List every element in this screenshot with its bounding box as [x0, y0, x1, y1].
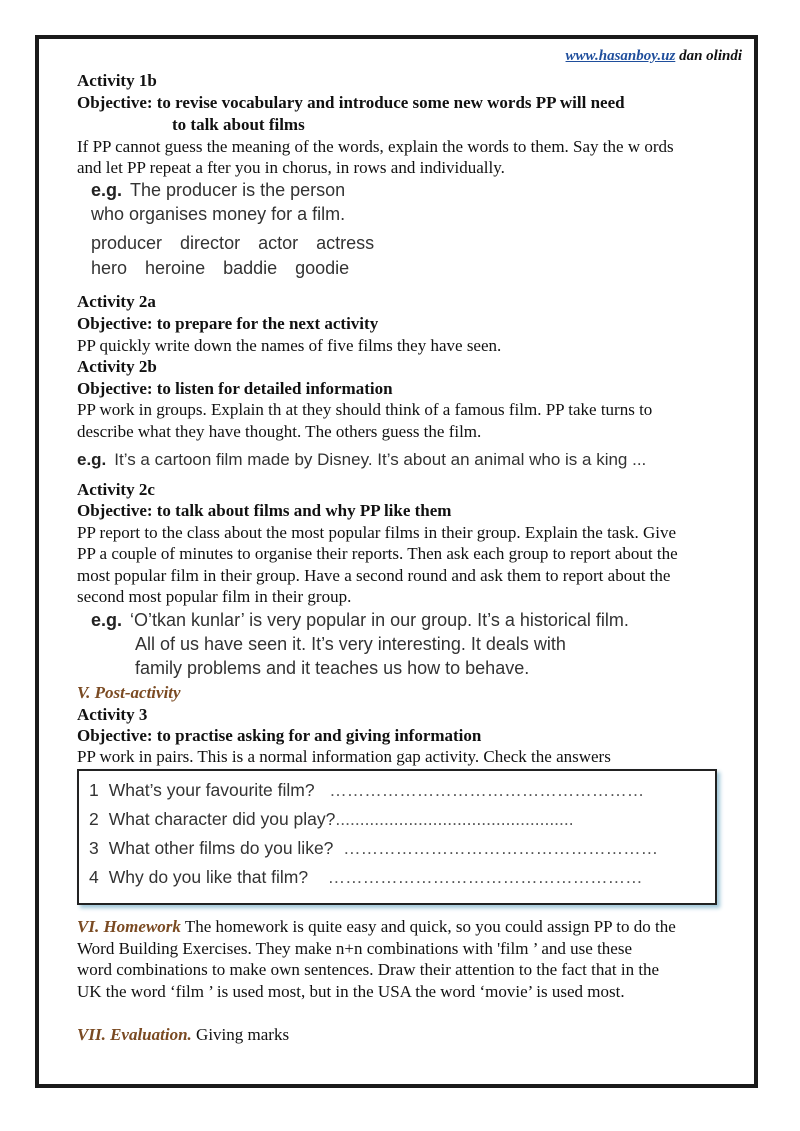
- vocabulary-row-1: [91, 233, 392, 254]
- activity-2c-text: PP report to the class about the most popular films in their group. Explain the task. Give: [77, 523, 676, 542]
- activity-1b-text: and let PP repeat a fter you in chorus, in rows and individually.: [77, 158, 505, 177]
- activity-2a-objective: Objective: to prepare for the next activity: [77, 314, 379, 333]
- homework-text: Word Building Exercises. They make n+n combinations with 'film ’ and use these: [77, 939, 633, 958]
- activity-2c-title: Activity 2c: [77, 480, 155, 499]
- activity-2a-text: PP quickly write down the names of five films they have seen.: [77, 336, 502, 355]
- word: goodie: [295, 258, 350, 278]
- source-link[interactable]: www.hasanboy.uz: [565, 48, 676, 64]
- eg-label: e.g.: [77, 450, 107, 469]
- activity-2b-text: describe what they have thought. The others guess the film.: [77, 422, 482, 441]
- activity-2c-text: second most popular film in their group.: [77, 587, 352, 606]
- activity-2c-objective: Objective: to talk about films and why PP like them: [77, 501, 452, 520]
- vocabulary-row-2: [91, 258, 367, 279]
- activity-2b-title: Activity 2b: [77, 357, 157, 376]
- activity-2b-text: PP work in groups. Explain th at they should think of a famous film. PP take turns to: [77, 400, 653, 419]
- activity-1b-title: Activity 1b: [77, 71, 157, 90]
- eg-label: e.g.: [91, 610, 123, 630]
- activity-3-title: Activity 3: [77, 705, 148, 724]
- activity-3-objective: Objective: to practise asking for and giving information: [77, 726, 482, 745]
- example-1b-cont: who organises money for a film.: [91, 204, 346, 224]
- activity-2c-text: PP a couple of minutes to organise their reports. Then ask each group to report about the: [77, 544, 678, 563]
- section-homework: VI. Homework: [77, 917, 181, 936]
- question-item: 4 Why do you like that film? ………………………………………………: [89, 867, 643, 887]
- activity-1b-objective: Objective: to revise vocabulary and introduce some new words PP will need: [77, 93, 625, 112]
- question-item: 2 What character did you play?.................................................: [89, 809, 574, 829]
- homework-text: UK the word ‘film ’ is used most, but in the USA the word ‘movie’ is used most.: [77, 982, 625, 1001]
- homework-text: word combinations to make own sentences. Draw their attention to the fact that in the: [77, 960, 660, 979]
- question-item: 1 What’s your favourite film? ………………………………………………: [89, 780, 645, 800]
- eg-label: e.g.: [91, 180, 123, 200]
- word: director: [180, 233, 241, 253]
- section-evaluation: VII. Evaluation.: [77, 1025, 192, 1044]
- example-2b: e.g. It’s a cartoon film made by Disney. It’s about an animal who is a king ...: [77, 450, 647, 469]
- activity-2c-text: most popular film in their group. Have a second round and ask them to report about the: [77, 566, 671, 585]
- example-1b: e.g. The producer is the person: [91, 180, 346, 200]
- activity-3-text: PP work in pairs. This is a normal information gap activity. Check the answers: [77, 747, 611, 766]
- word: hero: [91, 258, 128, 278]
- activity-2b-objective: Objective: to listen for detailed information: [77, 379, 393, 398]
- evaluation-paragraph: VII. Evaluation. Giving marks: [77, 1025, 290, 1044]
- activity-1b-text: If PP cannot guess the meaning of the words, explain the words to them. Say the w ords: [77, 137, 674, 156]
- activity-2a-title: Activity 2a: [77, 292, 156, 311]
- section-post-activity: V. Post-activity: [77, 683, 181, 702]
- example-2c-cont: All of us have seen it. It’s very interesting. It deals with: [135, 634, 566, 654]
- activity-1b-objective-cont: to talk about films: [172, 115, 305, 134]
- question-box: [77, 769, 717, 905]
- question-item: 3 What other films do you like? ………………………………………………: [89, 838, 659, 858]
- source-header: www.hasanboy.uz dan olindi: [565, 48, 742, 64]
- example-2c: e.g. ‘O’tkan kunlar’ is very popular in our group. It’s a historical film.: [91, 610, 629, 630]
- word: heroine: [145, 258, 206, 278]
- word: producer: [91, 233, 163, 253]
- word: baddie: [223, 258, 278, 278]
- word: actor: [258, 233, 299, 253]
- homework-paragraph: VI. Homework The homework is quite easy and quick, so you could assign PP to do the: [77, 917, 676, 936]
- word: actress: [316, 233, 375, 253]
- example-2c-cont: family problems and it teaches us how to behave.: [135, 658, 530, 678]
